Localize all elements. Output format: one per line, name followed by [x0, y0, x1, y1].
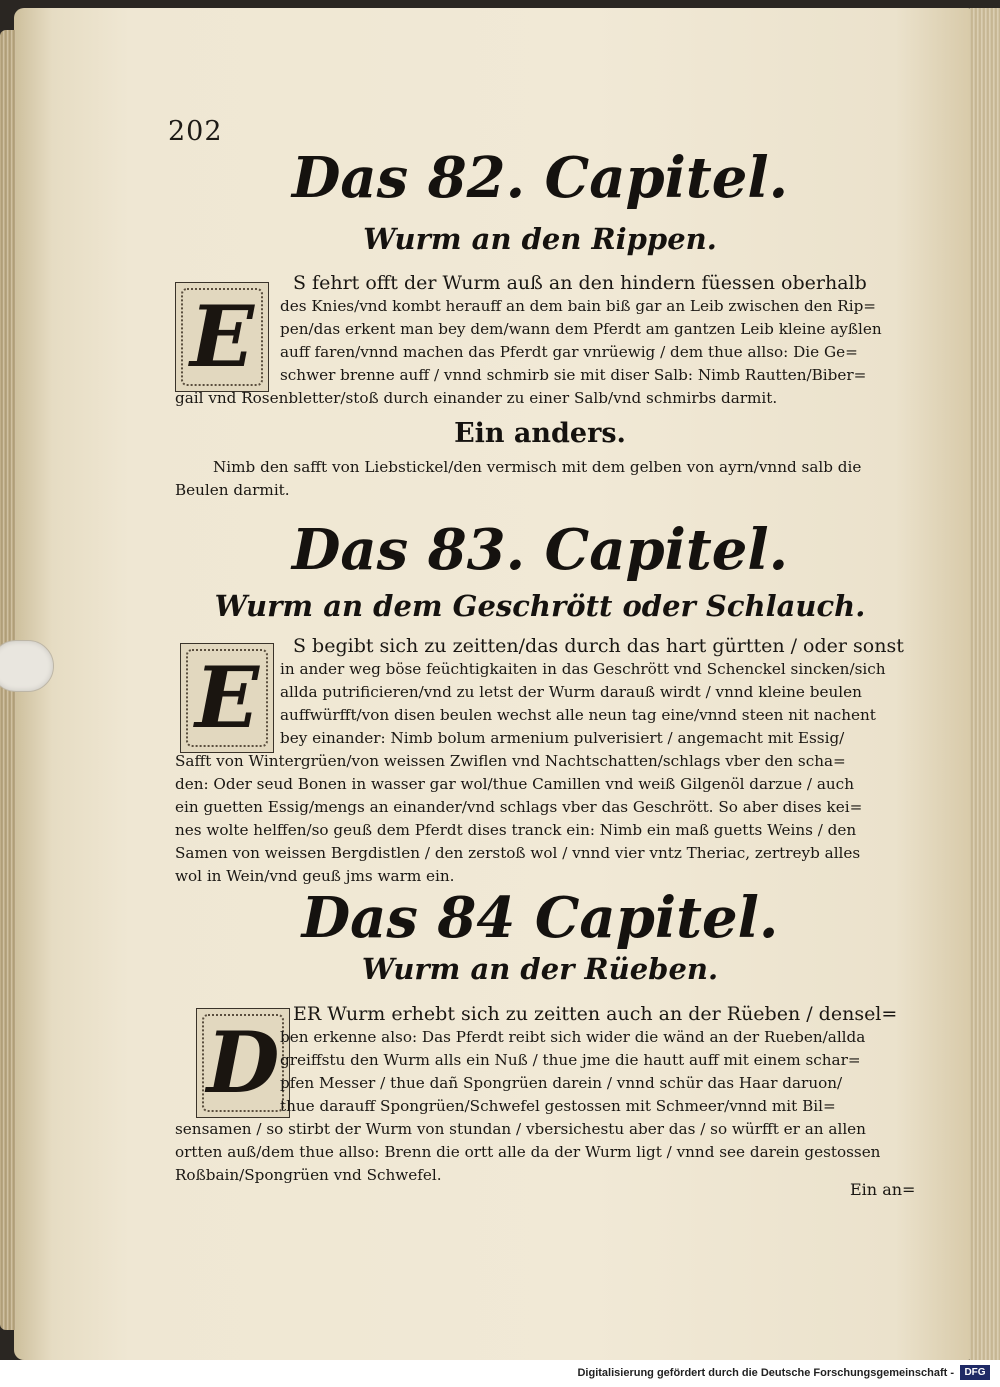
dfg-logo[interactable]: DFG — [960, 1365, 990, 1380]
chapter-84-subheading: Wurm an der Rüeben. — [361, 952, 719, 986]
chapter-84-text — [175, 1003, 935, 1187]
chapter-83-subheading: Wurm an dem Geschrött oder Schlauch. — [214, 589, 866, 623]
text-line: bey einander: Nimb bolum armenium pulverisiert / angemacht mit Essig/ — [280, 729, 845, 747]
text-line: S begibt sich zu zeitten/das durch das hart gürtten / oder sonst — [293, 635, 904, 657]
chapter-82-heading: Das 82. Capitel. — [291, 145, 789, 211]
chapter-82-initial: E — [175, 282, 269, 392]
text-line: nes wolte helffen/so geuß dem Pferdt dises tranck ein: Nimb ein maß guetts Weins / den — [175, 821, 857, 839]
text-line: Safft von Wintergrüen/von weissen Zwiflen vnd Nachtschatten/schlags vber den scha= — [175, 752, 846, 770]
text-line: schwer brenne auff / vnnd schmirb sie mit diser Salb: Nimb Rautten/Biber= — [280, 366, 867, 384]
text-line: pfen Messer / thue dañ Spongrüen darein / vnnd schür das Haar daruon/ — [280, 1074, 843, 1092]
chapter-83-initial: E — [180, 643, 274, 753]
footer-credit: Digitalisierung gefördert durch die Deutsche Forschungsgemeinschaft - — [577, 1367, 954, 1379]
page-number: 202 — [168, 116, 223, 147]
footer-bar — [0, 1360, 1000, 1387]
text-line: wol in Wein/vnd geuß jms warm ein. — [175, 867, 455, 885]
text-line: Roßbain/Spongrüen vnd Schwefel. — [175, 1166, 442, 1184]
chapter-83-heading: Das 83. Capitel. — [291, 517, 789, 583]
chapter-83-text — [175, 635, 935, 888]
text-line: thue darauff Spongrüen/Schwefel gestossen mit Schmeer/vnnd mit Bil= — [280, 1097, 836, 1115]
text-line: S fehrt offt der Wurm auß an den hindern füessen oberhalb — [293, 272, 867, 294]
text-line: allda putrificieren/vnd zu letst der Wurm darauß wirdt / vnnd kleine beulen — [280, 683, 862, 701]
text-line: ein guetten Essig/mengs an einander/vnd schlags vber das Geschrött. So aber dises kei= — [175, 798, 863, 816]
text-line: auff faren/vnnd machen das Pferdt gar vnrüewig / dem thue allso: Die Ge= — [280, 343, 858, 361]
chapter-82-text — [175, 272, 935, 410]
page-clip — [0, 640, 54, 692]
chapter-82-subheading: Wurm an den Rippen. — [363, 222, 717, 256]
text-line: ortten auß/dem thue allso: Brenn die ortt alle da der Wurm ligt / vnnd see darein gestossen — [175, 1143, 881, 1161]
text-line: den: Oder seud Bonen in wasser gar wol/thue Camillen vnd weiß Gilgenöl darzue / auch — [175, 775, 854, 793]
text-line: auffwürfft/von disen beulen wechst alle neun tag eine/vnnd steen nit nachent — [280, 706, 876, 724]
text-line: des Knies/vnd kombt herauff an dem bain biß gar an Leib zwischen den Rip= — [280, 297, 877, 315]
text-line: greiffstu den Wurm alls ein Nuß / thue jme die hautt auff mit einem schar= — [280, 1051, 861, 1069]
chapter-84-heading: Das 84 Capitel. — [301, 885, 779, 951]
ein-anders-title: Ein anders. — [454, 418, 626, 449]
text-line: ben erkenne also: Das Pferdt reibt sich wider die wänd an der Rueben/allda — [280, 1028, 866, 1046]
text-line: gail vnd Rosenbletter/stoß durch einander zu einer Salb/vnd schmirbs darmit. — [175, 389, 778, 407]
text-line: sensamen / so stirbt der Wurm von stundan / vbersichestu aber das / so würfft er an allen — [175, 1120, 866, 1138]
page-edges-right — [970, 8, 1000, 1360]
catchword: Ein an= — [850, 1180, 916, 1199]
text-line: Samen von weissen Bergdistlen / den zerstoß wol / vnnd vier vntz Theriac, zertreyb alles — [175, 844, 861, 862]
chapter-84-initial: D — [196, 1008, 290, 1118]
ein-anders-text — [175, 456, 935, 502]
text-line: Beulen darmit. — [175, 481, 290, 499]
text-line: pen/das erkent man bey dem/wann dem Pferdt am gantzen Leib kleine ayßlen — [280, 320, 882, 338]
text-line: Nimb den safft von Liebstickel/den vermisch mit dem gelben von ayrn/vnnd salb die — [213, 458, 862, 476]
text-line: ER Wurm erhebt sich zu zeitten auch an der Rüeben / densel= — [293, 1003, 898, 1025]
text-line: in ander weg böse feüchtigkaiten in das Geschrött vnd Schenckel sincken/sich — [280, 660, 886, 678]
